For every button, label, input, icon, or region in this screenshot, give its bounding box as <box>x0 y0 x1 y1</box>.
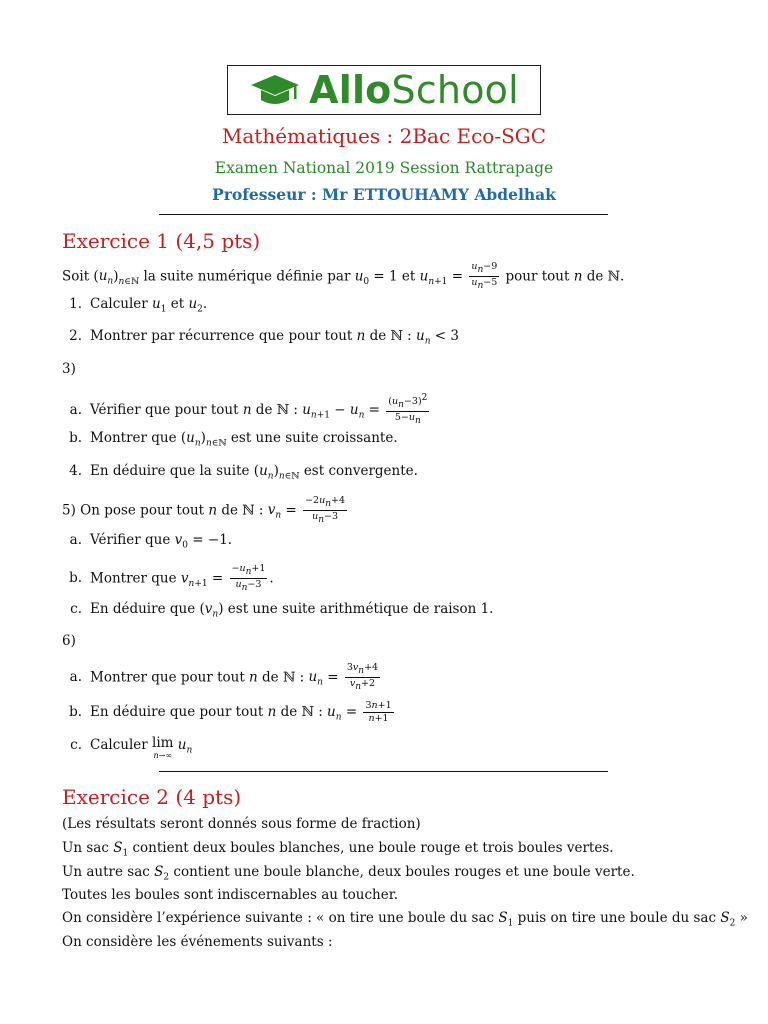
exercise2-line-1: Un sac $S_1$ contient deux boules blanches, une boule rouge et trois boules vertes. <box>62 840 614 859</box>
question-6b: b. En déduire que pour tout n de ℕ : $u_n$ = $\frac{3n+1}{n+1}$ <box>69 700 392 724</box>
professor-name: Professeur : Mr ETTOUHAMY Abdelhak <box>212 185 556 204</box>
subject-title: Mathématiques : 2Bac Eco-SGC <box>221 124 547 148</box>
question-4: 4. En déduire que la suite $(u_n)_{n\in ℕ}$ est convergente. <box>69 463 418 482</box>
exercise1-intro: Soit $(u_n)_{n\in ℕ}$ la suite numérique définie par $u_0 = 1$ et $u_{n+1}$ = $\frac{u_n-9}{u_n-5}$ pour tout n de ℕ. <box>62 261 625 292</box>
alloschool-logo <box>227 65 541 115</box>
exercise2-line-4: On considère l’expérience suivante : « on tire une boule du sac $S_1$ puis on tire une boule du sac $S_2$ » <box>62 910 748 929</box>
header-divider <box>159 214 608 215</box>
question-3a: a. Vérifier que pour tout n de ℕ : $u_{n+1} - u_n$ = $\frac{(u_n-3)^2}{5-u_n}$ <box>69 393 428 427</box>
question-5: 5) On pose pour tout n de ℕ : $v_n$ = $\frac{-2u_n+4}{u_n-3}$ <box>62 495 346 526</box>
question-5a: a. Vérifier que $v_0 = -1$. <box>69 532 233 551</box>
question-3b: b. Montrer que $(u_n)_{n\in ℕ}$ est une suite croissante. <box>69 430 398 449</box>
exercise-divider <box>159 771 608 772</box>
question-3-label: 3) <box>62 361 76 377</box>
exercise2-note: (Les résultats seront donnés sous forme de fraction) <box>62 816 421 832</box>
question-5c: c. En déduire que $(v_n)$ est une suite arithmétique de raison 1. <box>70 601 494 620</box>
question-2: 2. Montrer par récurrence que pour tout n de ℕ : $u_n < 3$ <box>69 328 459 347</box>
logo-wordmark: AlloSchool <box>309 68 519 112</box>
exercise2-line-2: Un autre sac $S_2$ contient une boule blanche, deux boules rouges et une boule verte. <box>62 864 635 883</box>
question-6c: c. Calculer lim n→∞ $u_n$ <box>70 735 193 760</box>
exercise2-line-3: Toutes les boules sont indiscernables au toucher. <box>62 887 398 903</box>
question-5b: b. Montrer que $v_{n+1}$ = $\frac{-u_n+1}{u_n-3}$ . <box>69 563 274 594</box>
exercise2-line-5: On considère les événements suivants : <box>62 934 333 950</box>
exam-session: Examen National 2019 Session Rattrapage <box>214 159 554 177</box>
graduation-cap-icon <box>249 70 301 110</box>
question-1: 1. Calculer $u_1$ et $u_2$. <box>69 296 208 315</box>
exercise1-title: Exercice 1 (4,5 pts) <box>62 229 261 253</box>
exercise2-title: Exercice 2 (4 pts) <box>62 785 242 809</box>
question-6-label: 6) <box>62 633 76 649</box>
question-6a: a. Montrer que pour tout n de ℕ : $u_n$ = $\frac{3v_n+4}{v_n+2}$ <box>69 662 379 693</box>
